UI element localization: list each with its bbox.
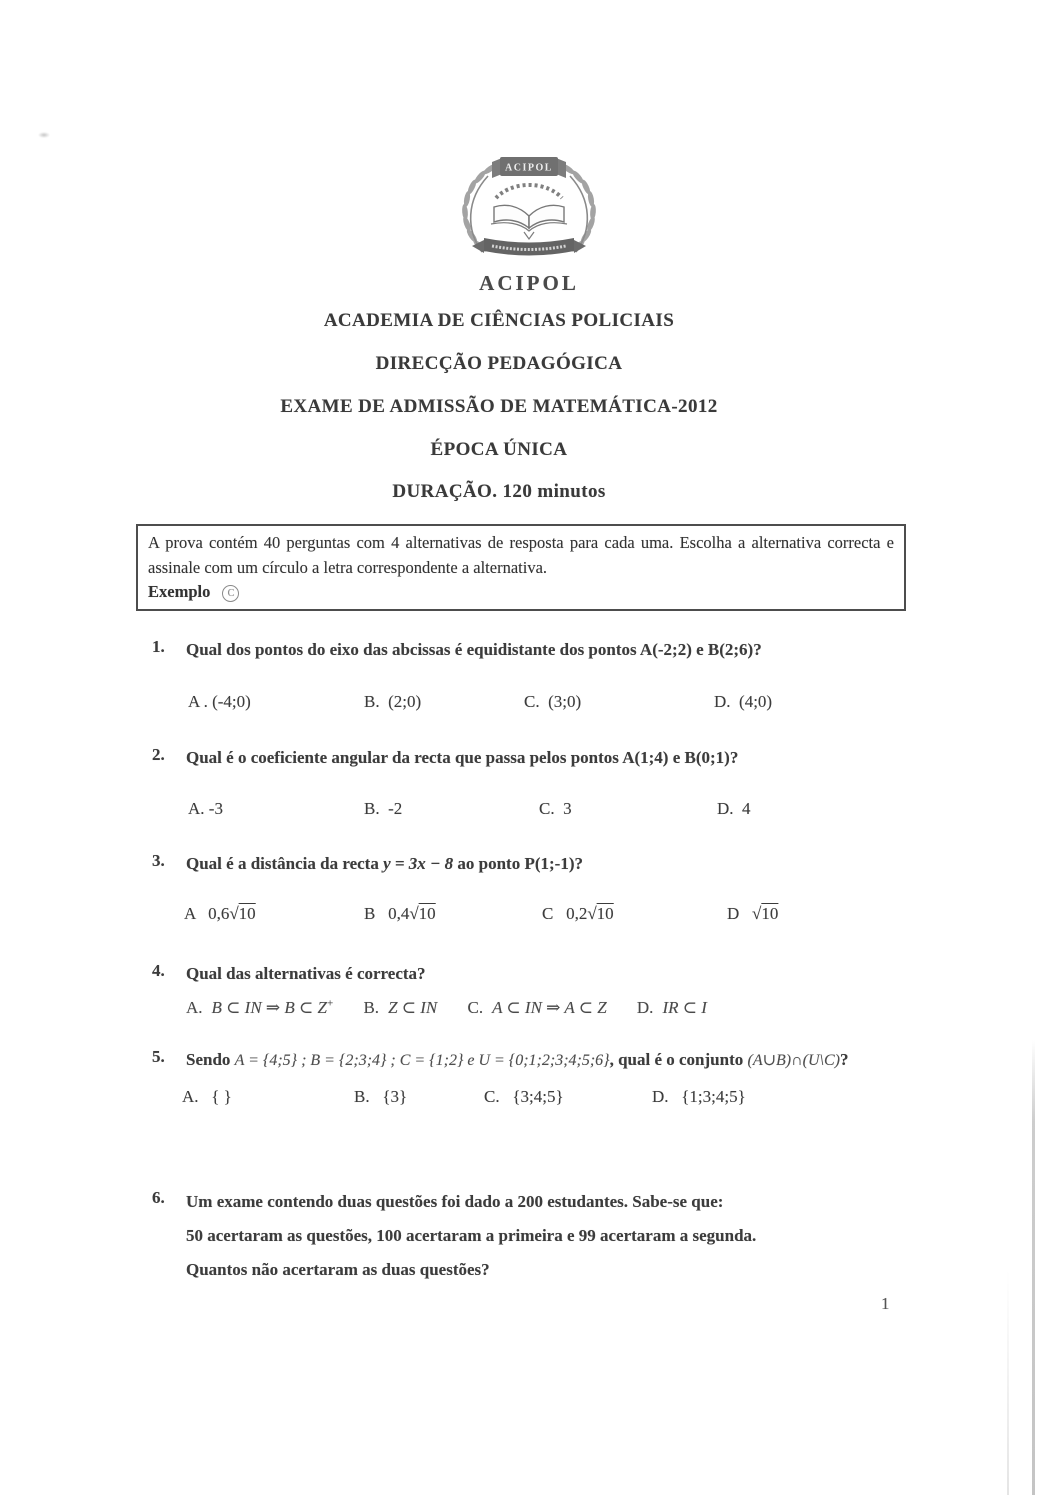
header-institution: ACADEMIA DE CIÊNCIAS POLICIAIS <box>323 310 675 331</box>
option-a: A 0,6√10 <box>184 904 256 923</box>
question-2 <box>0 745 940 770</box>
page-number: 1 <box>881 1294 890 1313</box>
option-c: C. 3 <box>539 799 572 818</box>
option-c: C. {3;4;5} <box>484 1087 564 1106</box>
question-1-number: 1. <box>152 637 165 656</box>
question-6-line-1: Um exame contendo duas questões foi dado a 200 estudantes. Sabe-se que: <box>186 1192 724 1211</box>
question-6-line-3: Quantos não acertaram as duas questões? <box>186 1260 490 1279</box>
option-a: A. { } <box>182 1087 232 1106</box>
option-c: C. (3;0) <box>524 692 582 711</box>
header-department: DIRECÇÃO PEDAGÓGICA <box>375 353 623 374</box>
option-d: D. 4 <box>717 799 751 818</box>
option-c: C 0,2√10 <box>542 904 614 923</box>
question-5-number: 5. <box>152 1047 165 1066</box>
circled-letter-icon: C <box>222 585 239 602</box>
instructions-box <box>136 524 906 611</box>
question-3-stem-pre: Qual é a distância da recta <box>186 854 384 873</box>
question-4-options <box>186 997 733 1018</box>
option-b: B 0,4√10 <box>364 904 436 923</box>
question-2-stem: Qual é o coeficiente angular da recta que passa pelos pontos A(1;4) e B(0;1)? <box>186 748 739 767</box>
question-3 <box>0 851 940 876</box>
acipol-crest-icon <box>444 152 614 272</box>
option-d: D. {1;3;4;5} <box>652 1087 746 1106</box>
example-line <box>148 580 894 604</box>
question-6-line-2: 50 acertaram as questões, 100 acertaram a primeira e 99 acertaram a segunda. <box>186 1226 757 1245</box>
scan-edge-line-faint <box>1007 1270 1009 1495</box>
question-5 <box>0 1047 940 1073</box>
instructions-text: A prova contém 40 perguntas com 4 alternativas de resposta para cada uma. Escolha a alternativa correcta e assinale com um círculo a letra correspondente a alternativa. <box>148 533 894 577</box>
question-4-stem: Qual das alternativas é correcta? <box>186 964 426 983</box>
question-3-number: 3. <box>152 851 165 870</box>
example-label: Exemplo <box>148 582 211 601</box>
header-duration: DURAÇÃO. 120 minutos <box>392 481 606 502</box>
question-4 <box>0 961 940 986</box>
option-b: B. -2 <box>364 799 403 818</box>
logo-caption: ACIPOL <box>479 271 579 295</box>
header-exam-title: EXAME DE ADMISSÃO DE MATEMÁTICA-2012 <box>280 396 718 417</box>
question-1-options <box>188 692 1058 712</box>
option-b: B. {3} <box>354 1087 408 1106</box>
question-1-stem: Qual dos pontos do eixo das abcissas é equidistante dos pontos A(-2;2) e B(2;6)? <box>186 640 762 659</box>
option-a: A . (-4;0) <box>188 692 251 711</box>
scan-edge-line <box>1032 1040 1035 1495</box>
question-1 <box>0 637 940 662</box>
acipol-crest-logo <box>0 152 1058 277</box>
option-a: A. B ⊂ IN ⇒ B ⊂ Z+ <box>186 997 334 1017</box>
question-4-number: 4. <box>152 961 165 980</box>
option-d: D √10 <box>727 904 779 923</box>
option-c: C. A ⊂ IN ⇒ A ⊂ Z <box>467 997 607 1017</box>
question-6-number: 6. <box>152 1188 165 1207</box>
crest-banner-text: ACIPOL <box>505 162 553 174</box>
option-d: D. IR ⊂ I <box>636 997 707 1017</box>
question-6 <box>0 1185 940 1287</box>
question-3-options <box>184 904 1058 924</box>
question-2-options <box>188 799 1058 819</box>
question-3-stem-math: y = 3x − 8 <box>383 854 454 873</box>
question-3-stem <box>186 851 940 876</box>
scan-smudge <box>38 132 50 138</box>
option-b: B. (2;0) <box>364 692 422 711</box>
option-b: B. Z ⊂ IN <box>363 997 438 1017</box>
question-2-number: 2. <box>152 745 165 764</box>
question-5-stem: Sendo A = {4;5} ; B = {2;3;4} ; C = {1;2} e U = {0;1;2;3;4;5;6}, qual é o conjunto (A∪B)∩(U\C)? <box>186 1050 849 1069</box>
option-a: A. -3 <box>188 799 223 818</box>
question-3-stem-post: ao ponto P(1;-1)? <box>453 854 583 873</box>
header-season: ÉPOCA ÚNICA <box>430 439 568 460</box>
question-5-options <box>182 1087 1058 1107</box>
option-d: D. (4;0) <box>714 692 773 711</box>
